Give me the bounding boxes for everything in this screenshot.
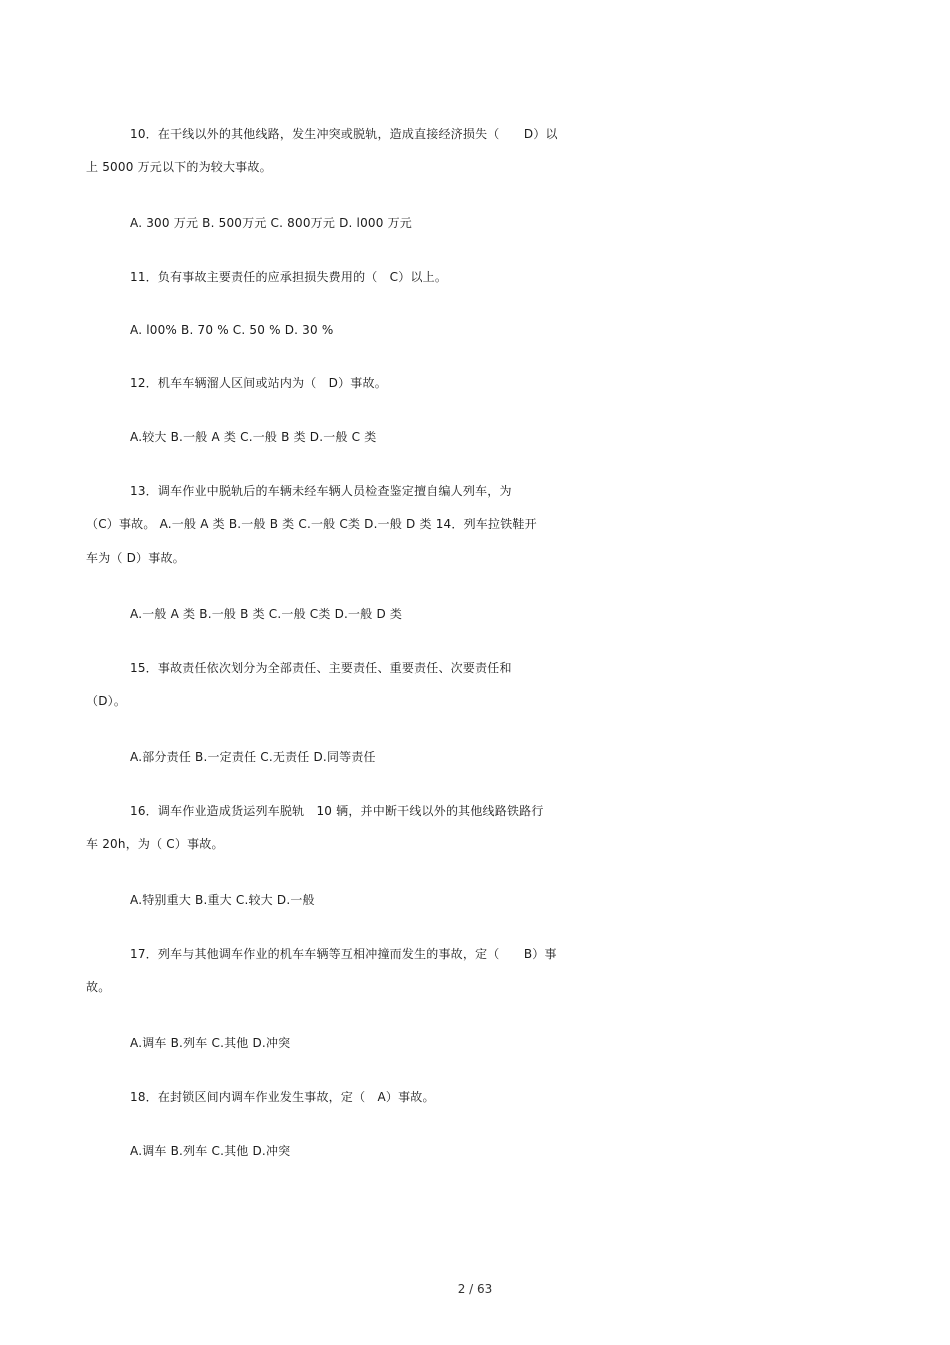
- q18-options: A.调车 B.列车 C.其他 D.冲突: [130, 1144, 291, 1158]
- q14-options: A.一般 A 类 B.一般 B 类 C.一般 C类 D.一般 D 类: [130, 607, 403, 621]
- q13-line-2: （C）事故。 A.一般 A 类 B.一般 B 类 C.一般 C类 D.一般 D 类 14．列车拉铁鞋开: [86, 517, 537, 531]
- q17-line-1: 17．列车与其他调车作业的机车车辆等互相冲撞而发生的事故，定（ B）事: [130, 947, 557, 961]
- q15-line-1: 15．事故责任依次划分为全部责任、主要责任、重要责任、次要责任和: [130, 661, 512, 675]
- q18-line-1: 18．在封锁区间内调车作业发生事故，定（ A）事故。: [130, 1090, 435, 1104]
- q12-options: A.较大 B.一般 A 类 C.一般 B 类 D.一般 C 类: [130, 430, 377, 444]
- q16-line-2: 车 20h，为（ C）事故。: [86, 837, 224, 851]
- page-number: 2 / 63: [457, 1282, 493, 1296]
- q17-line-2: 故。: [86, 980, 111, 994]
- q16-line-1: 16．调车作业造成货运列车脱轨 10 辆，并中断干线以外的其他线路铁路行: [130, 804, 544, 818]
- q17-options: A.调车 B.列车 C.其他 D.冲突: [130, 1036, 291, 1050]
- q15-line-2: （D）。: [86, 694, 127, 708]
- q11-line-1: 11．负有事故主要责任的应承担损失费用的（ C）以上。: [130, 270, 448, 284]
- q15-options: A.部分责任 B.一定责任 C.无责任 D.同等责任: [130, 750, 376, 764]
- q16-options: A.特别重大 B.重大 C.较大 D.一般: [130, 893, 315, 907]
- q12-line-1: 12．机车车辆溜人区间或站内为（ D）事故。: [130, 376, 387, 390]
- q10-line-2: 上 5000 万元以下的为较大事故。: [86, 160, 272, 174]
- q10-options: A. 300 万元 B. 500万元 C. 800万元 D. l000 万元: [130, 216, 412, 230]
- q14-line-2: 车为（ D）事故。: [86, 551, 185, 565]
- q10-line-1: 10．在干线以外的其他线路，发生冲突或脱轨，造成直接经济损失（ D）以: [130, 127, 558, 141]
- q13-line-1: 13．调车作业中脱轨后的车辆未经车辆人员检查鉴定擅自编人列车，为: [130, 484, 512, 498]
- q11-options: A. l00% B. 70 % C. 50 % D. 30 %: [130, 323, 334, 337]
